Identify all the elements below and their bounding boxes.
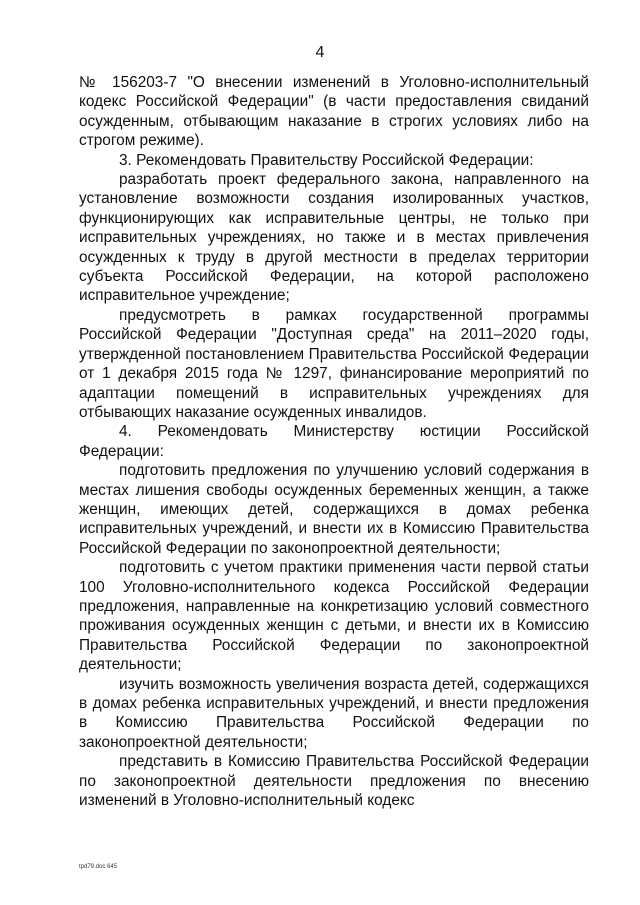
paragraph-accessible-environment: предусмотреть в рамках государственной программы Российской Федерации "Доступная среда" на 2011–2020 годы, утвержденной постановлением Правительства Российской Федерации от 1 декабря 2015 года № 1297, финансирование мероприятий по адаптации помещений в исправительных учреждениях для отбывающих наказание осужденных инвалидов.	[79, 306, 589, 421]
paragraph-children-age-study: изучить возможность увеличения возраста детей, содержащихся в домах ребенка исправительных учреждений, и внести предложения в Комиссию Правительства Российской Федерации по законопроектной деятельности;	[79, 675, 589, 751]
paragraph-continuation: № 156203-7 "О внесении изменений в Уголовно-исполнительный кодекс Российской Федерации" (в части предоставления свиданий осужденным, отбывающим наказание в строгих условиях либо на строгом режиме).	[79, 74, 589, 150]
footer-file-label: tpd79.doc 645	[79, 864, 118, 870]
paragraph-item-3-heading: 3. Рекомендовать Правительству Российской Федерации:	[119, 151, 534, 169]
paragraph-article-100-proposals: подготовить с учетом практики применения части первой статьи 100 Уголовно-исполнительного кодекса Российской Федерации предложения, направленные на конкретизацию условий совместного проживания осужденных женщин с детьми, и внести их в Комиссию Правительства Российской Федерации по законопроектной деятельности;	[79, 559, 589, 674]
page-number: 4	[315, 44, 325, 61]
paragraph-pregnant-women-conditions: подготовить предложения по улучшению условий содержания в местах лишения свободы осужденных беременных женщин, а также женщин, имеющих детей, содержащихся в домах ребенка исправительных учреждений, и внести их в Комиссию Правительства Российской Федерации по законопроектной деятельности;	[79, 462, 589, 557]
paragraph-code-amendments: представить в Комиссию Правительства Российской Федерации по законопроектной деятельности предложения по внесению изменений в Уголовно-исполнительный кодекс	[79, 753, 589, 810]
paragraph-draft-federal-law: разработать проект федерального закона, направленного на установление возможности создания изолированных участков, функционирующих как исправительные центры, не только при исправительных учреждениях, но также и в местах привлечения осужденных к труду в другой местности в пределах территории субъекта Российской Федерации, на которой расположено исправительное учреждение;	[79, 171, 589, 305]
paragraph-item-4-heading: 4. Рекомендовать Министерству юстиции Российской Федерации:	[79, 423, 589, 460]
document-body	[79, 73, 589, 810]
